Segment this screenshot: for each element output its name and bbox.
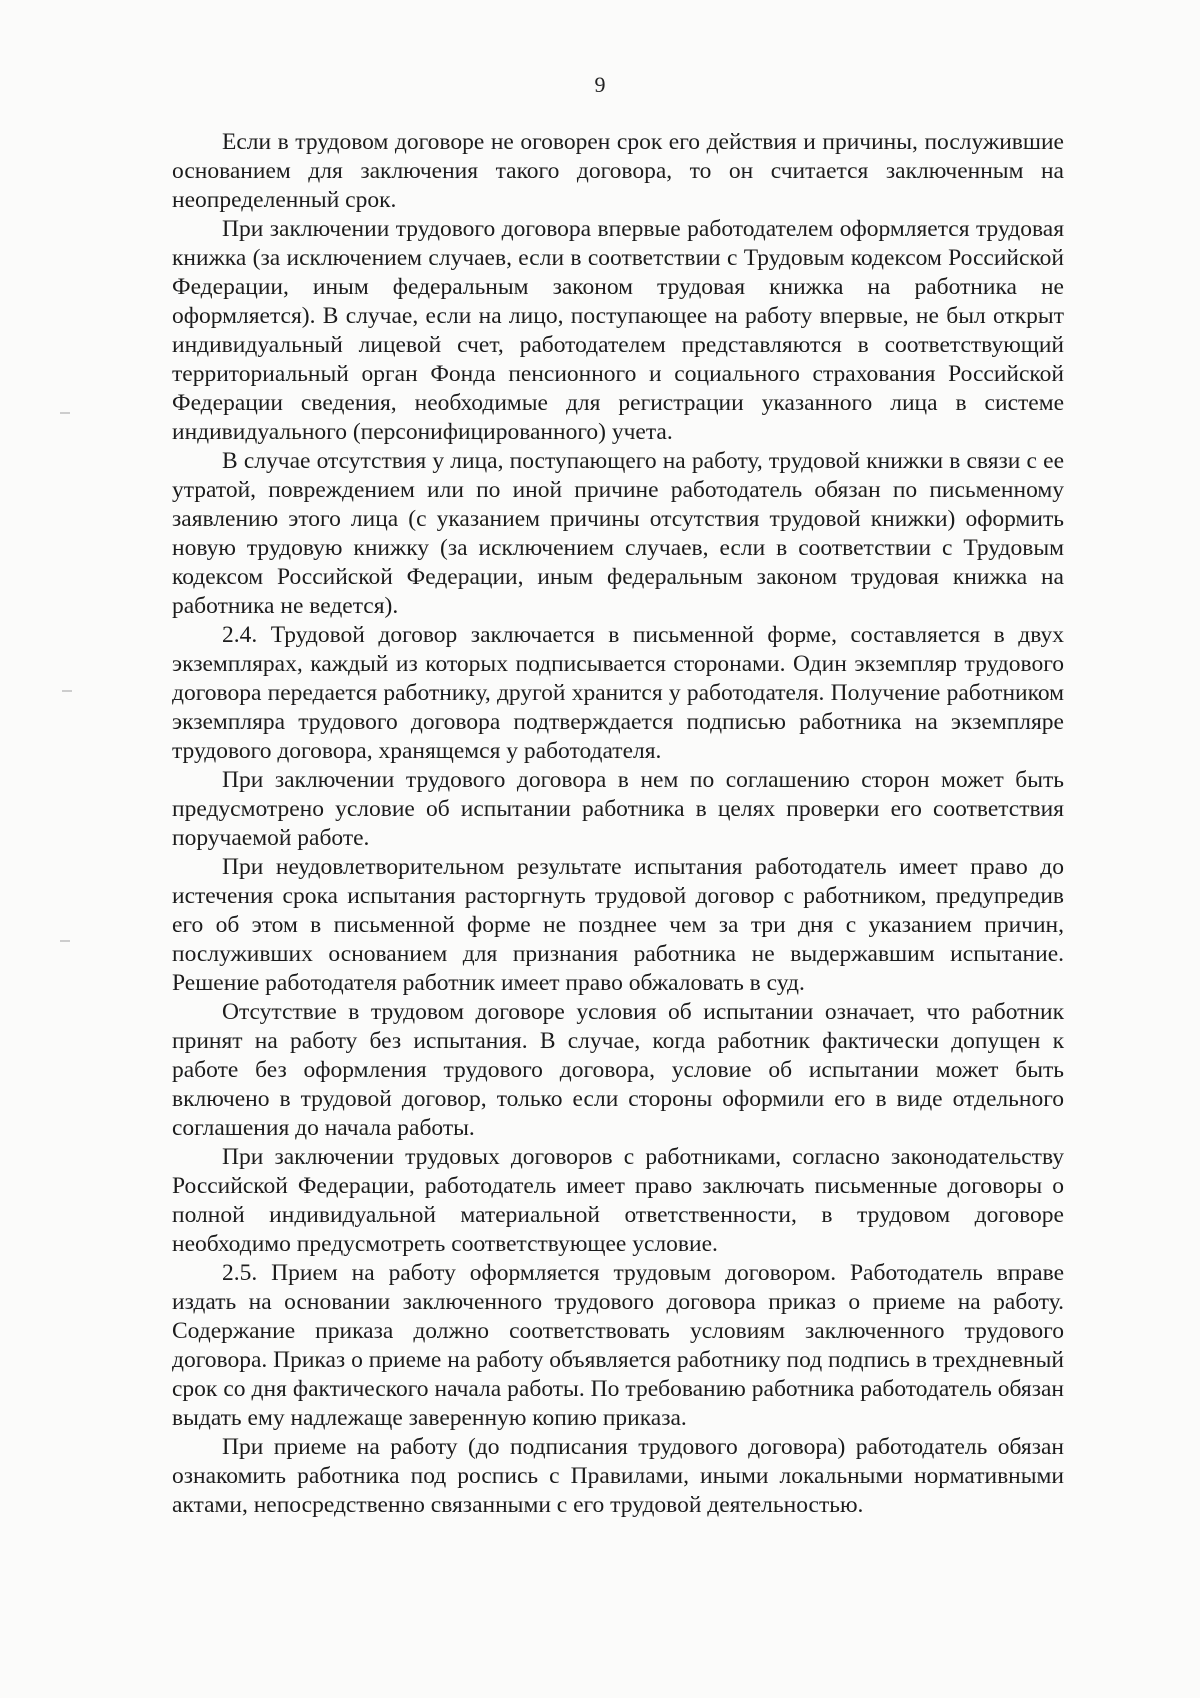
paragraph-section-2-5: 2.5. Прием на работу оформляется трудовым договором. Работодатель вправе издать на основании заключенного трудового договора приказ о приеме на работу. Содержание приказа должно соответствовать условиям заключенного трудового договора. Приказ о приеме на работу объявляется работнику под подпись в трехдневный срок со дня фактического начала работы. По требованию работника работодатель обязан выдать ему надлежаще заверенную копию приказа.: [172, 1260, 1064, 1431]
scan-artifact: [60, 412, 70, 414]
document-body: [172, 128, 1064, 1520]
paragraph-work-book-missing: В случае отсутствия у лица, поступающего на работу, трудовой книжки в связи с ее утратой, повреждением или по иной причине работодатель обязан по письменному заявлению этого лица (с указанием причины отсутствия трудовой книжки) оформить новую трудовую книжку (за исключением случаев, если в соответствии с Трудовым кодексом Российской Федерации, иным федеральным законом трудовая книжка на работника не ведется).: [172, 448, 1064, 619]
paragraph-section-2-4: 2.4. Трудовой договор заключается в письменной форме, составляется в двух экземплярах, каждый из которых подписывается сторонами. Один экземпляр трудового договора передается работнику, другой хранится у работодателя. Получение работником экземпляра трудового договора подтверждается подписью работника на экземпляре трудового договора, хранящемся у работодателя.: [172, 622, 1064, 764]
paragraph-indefinite-term: Если в трудовом договоре не оговорен срок его действия и причины, послужившие основанием для заключения такого договора, то он считается заключенным на неопределенный срок.: [172, 129, 1064, 213]
paragraph-probation-failure: При неудовлетворительном результате испытания работодатель имеет право до истечения срока испытания расторгнуть трудовой договор с работником, предупредив его об этом в письменной форме не позднее чем за три дня с указанием причин, послуживших основанием для признания работника не выдержавшим испытание. Решение работодателя работник имеет право обжаловать в суд.: [172, 854, 1064, 996]
paragraph-material-liability: При заключении трудовых договоров с работниками, согласно законодательству Российской Федерации, работодатель имеет право заключать письменные договоры о полной индивидуальной материальной ответственности, в трудовом договоре необходимо предусмотреть соответствующее условие.: [172, 1144, 1064, 1257]
scan-artifact: [60, 940, 70, 942]
page-number: 9: [594, 72, 606, 97]
paragraph-probation-condition: При заключении трудового договора в нем по соглашению сторон может быть предусмотрено условие об испытании работника в целях проверки его соответствия поручаемой работе.: [172, 767, 1064, 851]
paragraph-work-book-first-time: При заключении трудового договора впервые работодателем оформляется трудовая книжка (за исключением случаев, если в соответствии с Трудовым кодексом Российской Федерации, иным федеральным законом трудовая книжка на работника не оформляется). В случае, если на лицо, поступающее на работу впервые, не был открыт индивидуальный лицевой счет, работодателем представляются в соответствующий территориальный орган Фонда пенсионного и социального страхования Российской Федерации сведения, необходимые для регистрации указанного лица в системе индивидуального (персонифицированного) учета.: [172, 216, 1064, 445]
paragraph-familiarization: При приеме на работу (до подписания трудового договора) работодатель обязан ознакомить работника под роспись с Правилами, иными локальными нормативными актами, непосредственно связанными с его трудовой деятельностью.: [172, 1434, 1064, 1518]
paragraph-no-probation: Отсутствие в трудовом договоре условия об испытании означает, что работник принят на работу без испытания. В случае, когда работник фактически допущен к работе без оформления трудового договора, условие об испытании может быть включено в трудовой договор, только если стороны оформили его в виде отдельного соглашения до начала работы.: [172, 999, 1064, 1141]
scan-artifact: [62, 690, 72, 692]
